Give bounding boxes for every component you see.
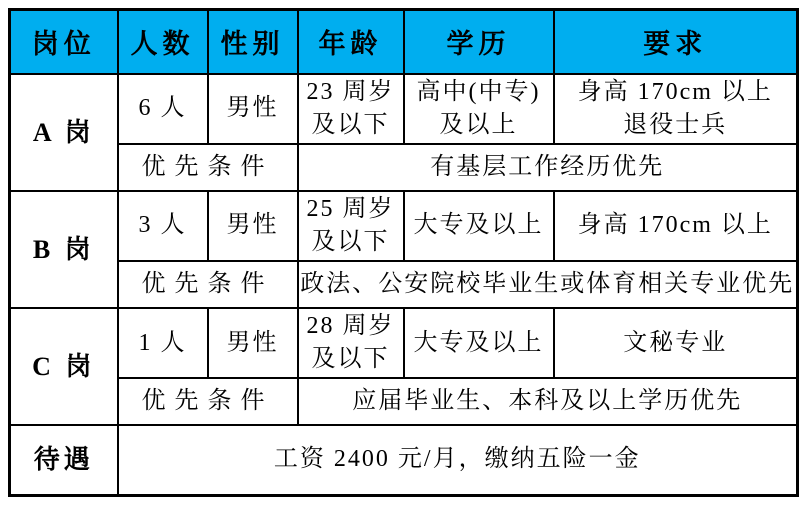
cell-c-priority-value: 应届毕业生、本科及以上学历优先 [298, 378, 798, 424]
cell-b-age [298, 191, 404, 262]
requirement-line: 身高 170cm 以上 [577, 78, 773, 105]
row-position-c [10, 308, 798, 379]
row-priority-a [10, 144, 798, 190]
age-line: 23 周岁 [306, 78, 395, 105]
cell-c-age [298, 308, 404, 379]
cell-b-gender: 男性 [208, 191, 298, 262]
cell-b-priority-value: 政法、公安院校毕业生或体育相关专业优先 [298, 261, 798, 307]
cell-a-priority-label: 优先条件 [118, 144, 298, 190]
age-line: 及以下 [311, 228, 390, 255]
row-position-b [10, 191, 798, 262]
cell-b-requirement: 身高 170cm 以上 [554, 191, 798, 262]
row-priority-b [10, 261, 798, 307]
age-line: 25 周岁 [306, 195, 395, 222]
age-line: 及以下 [311, 346, 390, 373]
row-priority-c [10, 378, 798, 424]
cell-b-priority-label: 优先条件 [118, 261, 298, 307]
cell-b-education: 大专及以上 [404, 191, 554, 262]
cell-a-education [404, 74, 554, 145]
age-line: 及以下 [311, 111, 390, 138]
header-cell-position: 岗位 [10, 10, 118, 74]
cell-c-position: C 岗 [10, 308, 118, 425]
cell-c-headcount: 1 人 [118, 308, 208, 379]
cell-c-education: 大专及以上 [404, 308, 554, 379]
cell-a-requirement [554, 74, 798, 145]
cell-benefits-label: 待遇 [10, 425, 118, 496]
cell-a-position: A 岗 [10, 74, 118, 191]
cell-benefits-value: 工资 2400 元/月，缴纳五险一金 [118, 425, 798, 496]
header-cell-requirement: 要求 [554, 10, 798, 74]
cell-a-age [298, 74, 404, 145]
cell-a-headcount: 6 人 [118, 74, 208, 145]
cell-b-position: B 岗 [10, 191, 118, 308]
education-line: 高中(中专) [416, 78, 541, 105]
cell-a-priority-value: 有基层工作经历优先 [298, 144, 798, 190]
header-cell-education: 学历 [404, 10, 554, 74]
cell-a-gender: 男性 [208, 74, 298, 145]
header-cell-gender: 性别 [208, 10, 298, 74]
header-cell-age: 年龄 [298, 10, 404, 74]
cell-c-requirement: 文秘专业 [554, 308, 798, 379]
cell-b-headcount: 3 人 [118, 191, 208, 262]
recruitment-table [8, 8, 799, 497]
education-line: 及以上 [439, 111, 518, 138]
age-line: 28 周岁 [306, 313, 395, 340]
row-benefits [10, 425, 798, 496]
requirement-line: 退役士兵 [623, 111, 728, 138]
cell-c-gender: 男性 [208, 308, 298, 379]
header-cell-headcount: 人数 [118, 10, 208, 74]
header-row [10, 10, 798, 74]
cell-c-priority-label: 优先条件 [118, 378, 298, 424]
row-position-a [10, 74, 798, 145]
